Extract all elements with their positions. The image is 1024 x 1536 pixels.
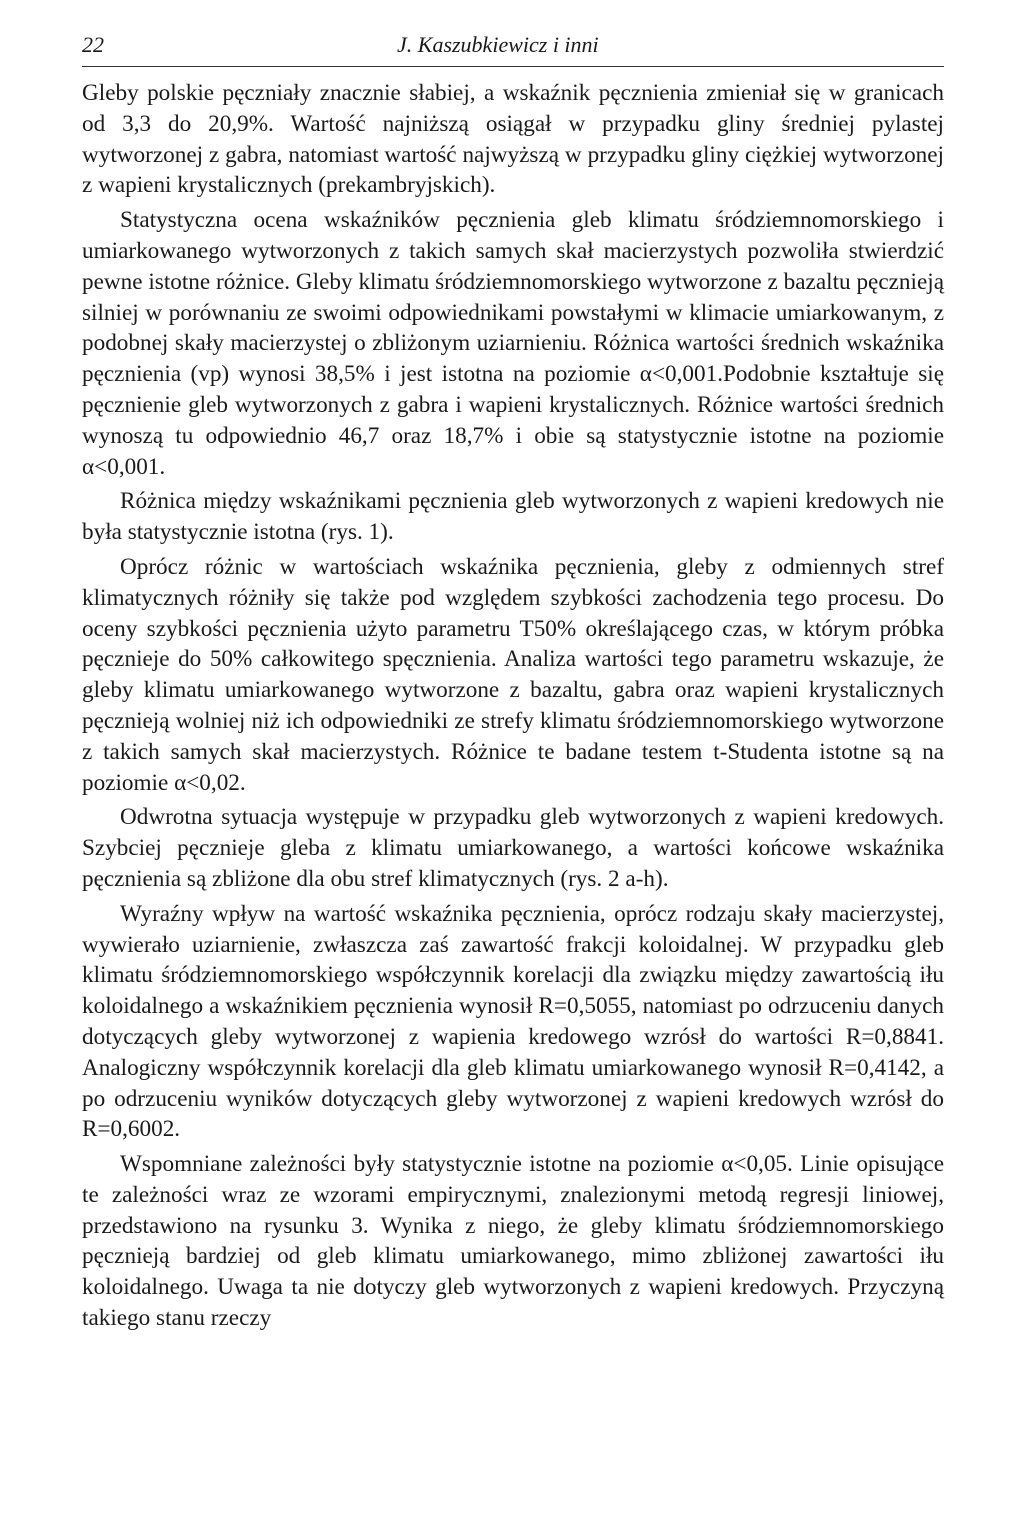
- paragraph-4: Oprócz różnic w wartościach wskaźnika pęcznienia, gleby z odmiennych stref klimatycznych różniły się także pod względem szybkości zachodzenia tego procesu. Do oceny szybkości pęcznienia użyto parametru T50% określającego czas, w którym próbka pęcznieje do 50% całkowitego spęcznienia. Analiza wartości tego parametru wskazuje, że gleby klimatu umiarkowanego wytworzone z bazaltu, gabra oraz wapieni krystalicznych pęcznieją wolniej niż ich odpowiedniki ze strefy klimatu śródziemnomorskiego wytworzone z takich samych skał macierzystych. Różnice te badane testem t-Studenta istotne są na poziomie α<0,02.: [82, 553, 944, 796]
- paragraph-6: Wyraźny wpływ na wartość wskaźnika pęcznienia, oprócz rodzaju skały macierzystej, wywierało uziarnienie, zwłaszcza zaś zawartość frakcji koloidalnej. W przypadku gleb klimatu śródziemnomorskiego współczynnik korelacji dla związku między zawartością iłu koloidalnego a wskaźnikiem pęcznienia wynosił R=0,5055, natomiast po odrzuceniu danych dotyczących gleby wytworzonej z wapienia kredowego wzrósł do wartości R=0,8841. Analogiczny współczynnik korelacji dla gleb klimatu umiarkowanego wynosił R=0,4142, a po odrzuceniu wyników dotyczących gleby wytworzonej z wapieni kredowych wzrósł do R=0,6002.: [82, 900, 944, 1143]
- paragraph-7: Wspomniane zależności były statystycznie istotne na poziomie α<0,05. Linie opisujące te zależności wraz ze wzorami empirycznymi, znalezionymi metodą regresji liniowej, przedstawiono na rysunku 3. Wynika z niego, że gleby klimatu śródziemnomorskiego pęcznieją bardziej od gleb klimatu umiarkowanego, mimo zbliżonej zawartości iłu koloidalnego. Uwaga ta nie dotyczy gleb wytworzonych z wapieni kredowych. Przyczyną takiego stanu rzeczy: [82, 1151, 944, 1332]
- body-text: [82, 78, 944, 1338]
- paragraph-3: Różnica między wskaźnikami pęcznienia gleb wytworzonych z wapieni kredowych nie była statystycznie istotna (rys. 1).: [82, 488, 944, 546]
- page-header: [82, 30, 944, 67]
- paragraph-5: Odwrotna sytuacja występuje w przypadku gleb wytworzonych z wapieni kredowych. Szybciej pęcznieje gleba z klimatu umiarkowanego, a wartości końcowe wskaźnika pęcznienia są zbliżone dla obu stref klimatycznych (rys. 2 a-h).: [82, 804, 944, 892]
- page-number: 22: [82, 32, 104, 57]
- paragraph-2: Statystyczna ocena wskaźników pęcznienia gleb klimatu śródziemnomorskiego i umiarkowanego wytworzonych z takich samych skał macierzystych pozwoliła stwierdzić pewne istotne różnice. Gleby klimatu śródziemnomorskiego wytworzone z bazaltu pęcznieją silniej w porównaniu ze swoimi odpowiednikami powstałymi w klimacie umiarkowanym, z podobnej skały macierzystej o zbliżonym uziarnieniu. Różnica wartości średnich wskaźnika pęcznienia (vp) wynosi 38,5% i jest istotna na poziomie α<0,001.Podobnie kształtuje się pęcznienie gleb wytworzonych z gabra i wapieni krystalicznych. Różnice wartości średnich wynoszą tu odpowiednio 46,7 oraz 18,7% i obie są statystycznie istotne na poziomie α<0,001.: [82, 207, 944, 480]
- paragraph-1: Gleby polskie pęczniały znacznie słabiej, a wskaźnik pęcznienia zmieniał się w granicach od 3,3 do 20,9%. Wartość najniższą osiągał w przypadku gliny średniej pylastej wytworzonej z gabra, natomiast wartość najwyższą w przypadku gliny ciężkiej wytworzonej z wapieni krystalicznych (prekambryjskich).: [82, 80, 944, 199]
- running-head: J. Kaszubkiewicz i inni: [397, 32, 599, 57]
